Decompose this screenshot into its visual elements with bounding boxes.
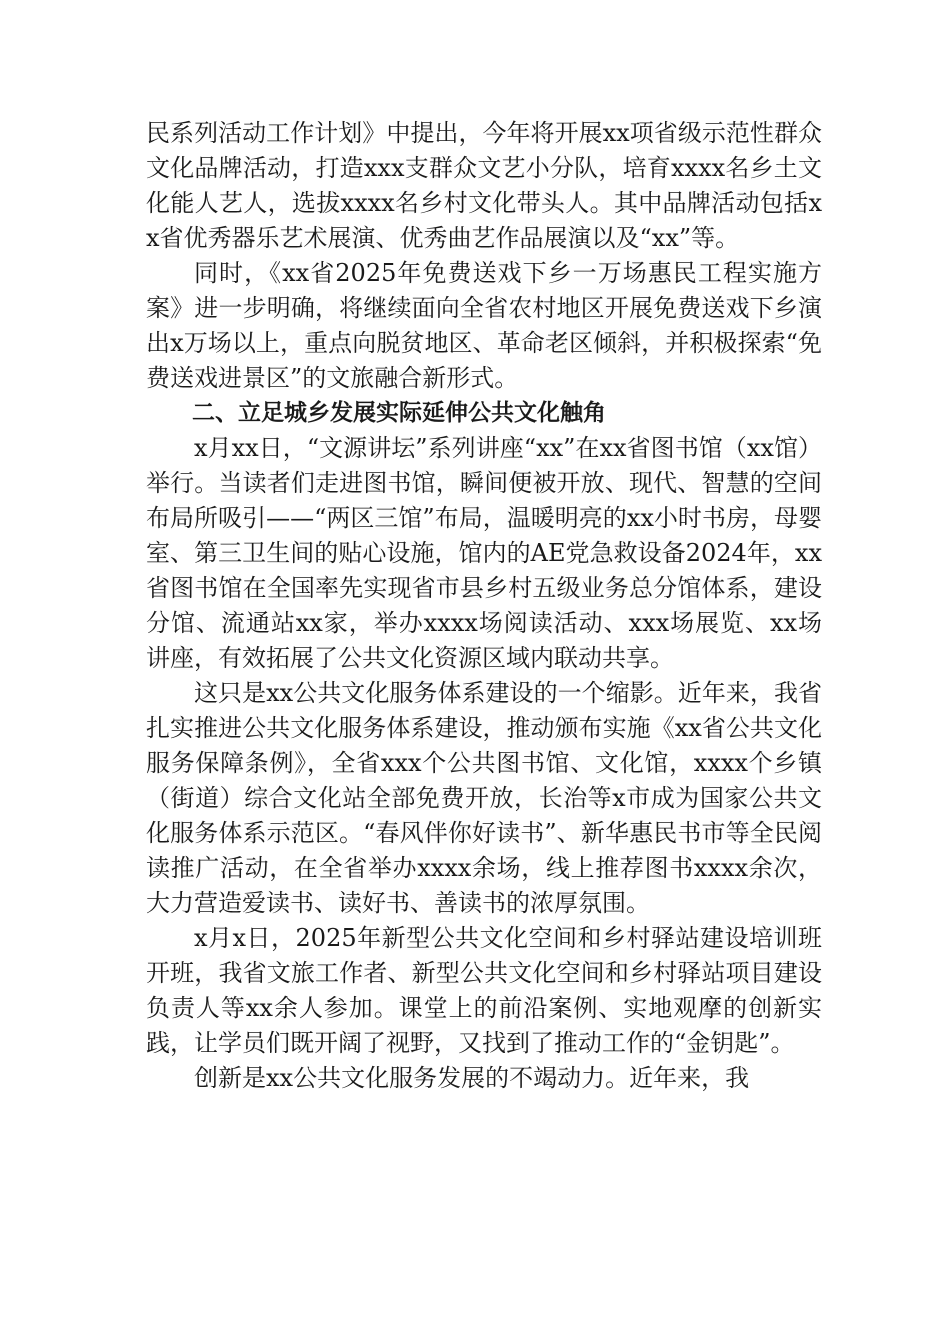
paragraph-innovation: 创新是xx公共文化服务发展的不竭动力。近年来，我 bbox=[194, 1064, 750, 1092]
document-body bbox=[146, 116, 822, 1096]
paragraph-continued: 民系列活动工作计划》中提出，今年将开展xx项省级示范性群众文化品牌活动，打造xxx支群众文艺小分队，培育xxxx名乡土文化能人艺人，选拔xxxx名乡村文化带头人。其中品牌活动包括xx省优秀器乐艺术展演、优秀曲艺作品展演以及“xx”等。 bbox=[146, 119, 822, 252]
section-heading: 二、立足城乡发展实际延伸公共文化触角 bbox=[192, 400, 606, 426]
paragraph-training: x月x日，2025年新型公共文化空间和乡村驿站建设培训班开班，我省文旅工作者、新型公共文化空间和乡村驿站项目建设负责人等xx余人参加。课堂上的前沿案例、实地观摩的创新实践，让学员们既开阔了视野，又找到了推动工作的“金钥匙”。 bbox=[146, 924, 822, 1057]
paragraph-service-system: 这只是xx公共文化服务体系建设的一个缩影。近年来，我省扎实推进公共文化服务体系建设，推动颁布实施《xx省公共文化服务保障条例》，全省xxx个公共图书馆、文化馆，xxxx个乡镇（街道）综合文化站全部免费开放，长治等x市成为国家公共文化服务体系示范区。“春风伴你好读书”、新华惠民书市等全民阅读推广活动，在全省举办xxxx余场，线上推荐图书xxxx余次，大力营造爱读书、读好书、善读书的浓厚氛围。 bbox=[146, 679, 822, 917]
paragraph-library: x月xx日，“文源讲坛”系列讲座“xx”在xx省图书馆（xx馆）举行。当读者们走进图书馆，瞬间便被开放、现代、智慧的空间布局所吸引——“两区三馆”布局，温暖明亮的xx小时书房，母婴室、第三卫生间的贴心设施，馆内的AE党急救设备2024年，xx省图书馆在全国率先实现省市县乡村五级业务总分馆体系，建设分馆、流通站xx家，举办xxxx场阅读活动、xxx场展览、xx场讲座，有效拓展了公共文化资源区域内联动共享。 bbox=[146, 434, 822, 672]
paragraph-performance-plan: 同时，《xx省2025年免费送戏下乡一万场惠民工程实施方案》进一步明确，将继续面向全省农村地区开展免费送戏下乡演出x万场以上，重点向脱贫地区、革命老区倾斜，并积极探索“免费送戏进景区”的文旅融合新形式。 bbox=[146, 259, 822, 392]
